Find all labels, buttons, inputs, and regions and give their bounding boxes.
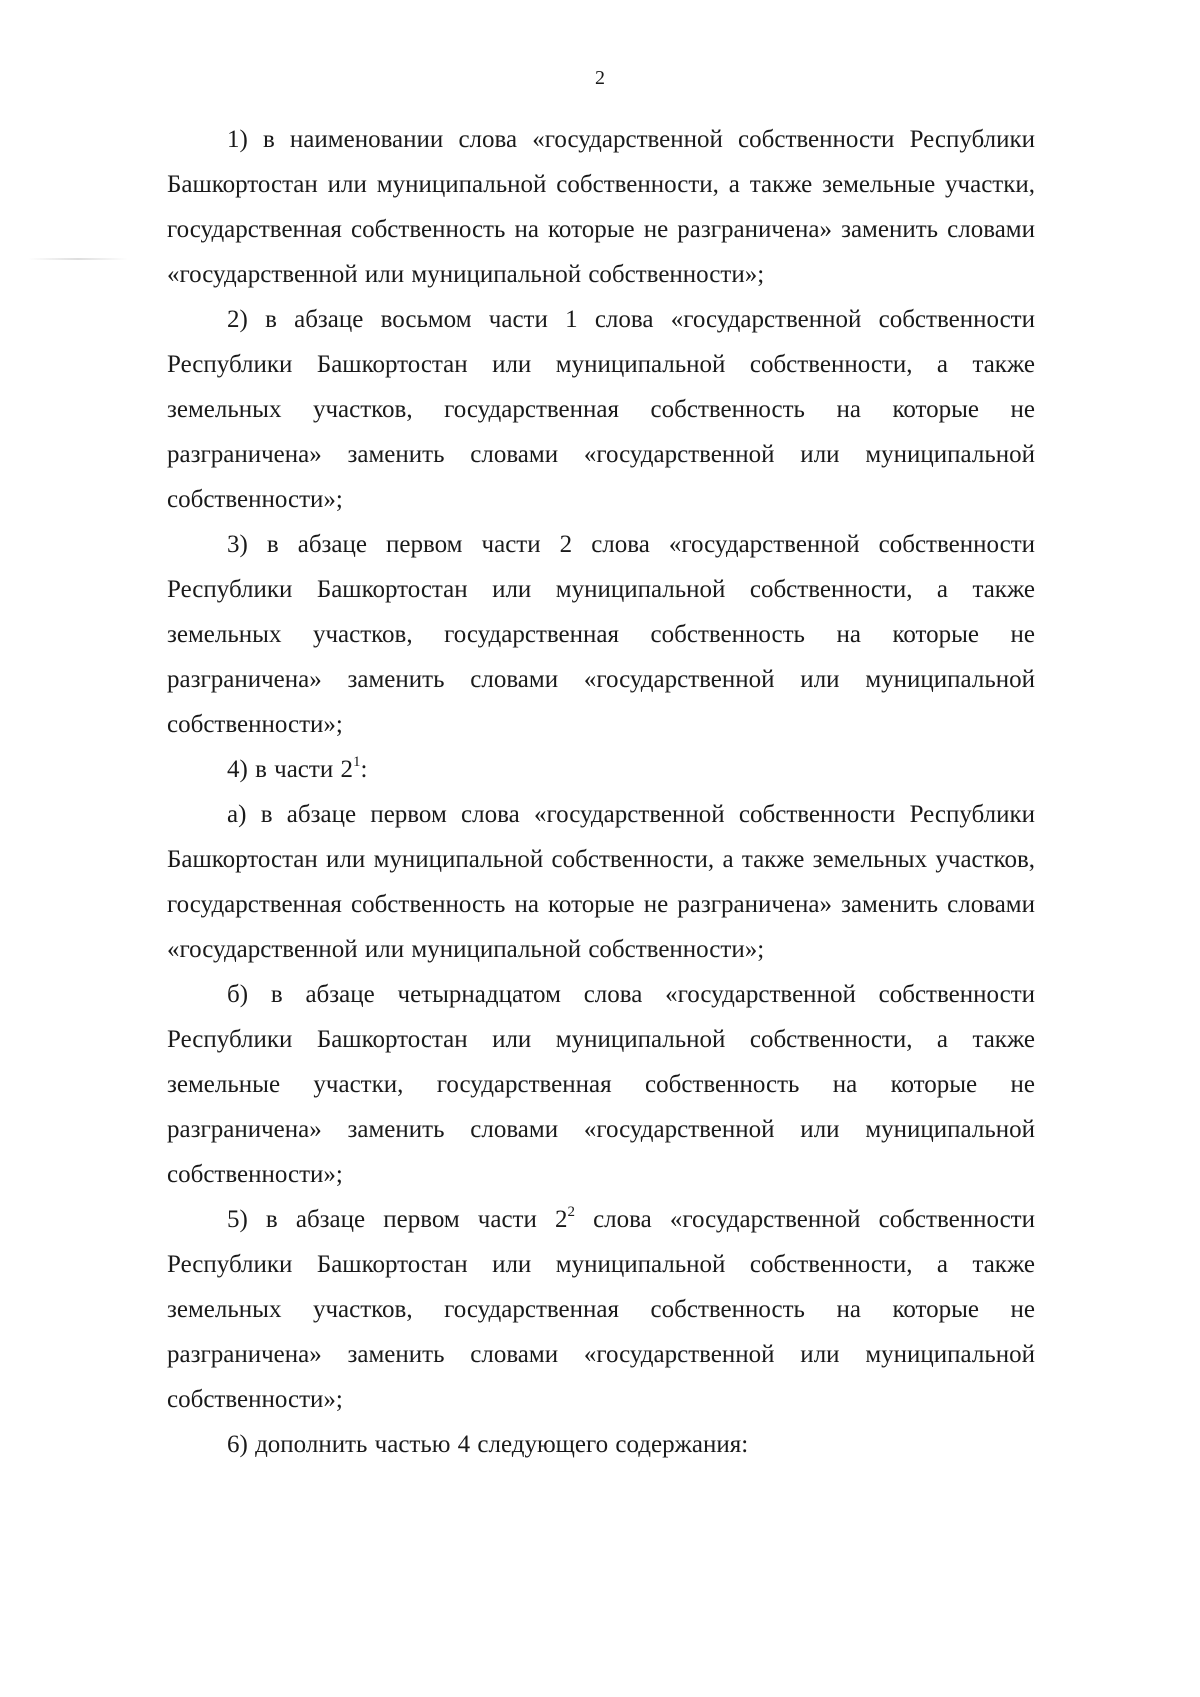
paragraph-item-4-suffix: : bbox=[360, 756, 368, 783]
paragraph-item-2: 2) в абзаце восьмом части 1 слова «государственной собственности Республики Башкортостан или муниципальной собственности, а также земельных участков, государственная собственность на которые не разграничена» заменить словами «государственной или муниципальной собственности»; bbox=[167, 306, 1035, 513]
paragraph-item-5 bbox=[167, 1197, 1035, 1422]
paragraph-item-4-text: 4) в части 2 bbox=[227, 756, 353, 783]
paragraph-subitem-a: а) в абзаце первом слова «государственной собственности Республики Башкортостан или муниципальной собственности, а также земельных участков, государственная собственность на которые не разграничена» заменить словами «государственной или муниципальной собственности»; bbox=[167, 801, 1035, 963]
paragraph-item-1: 1) в наименовании слова «государственной собственности Республики Башкортостан или муниципальной собственности, а также земельные участки, государственная собственность на которые не разграничена» заменить словами «государственной или муниципальной собственности»; bbox=[167, 126, 1035, 288]
superscript-index: 2 bbox=[567, 1204, 575, 1220]
superscript-index: 1 bbox=[352, 754, 361, 770]
paragraph-item-5-text: 5) в абзаце первом части 2 bbox=[227, 1206, 568, 1233]
scan-artifact bbox=[28, 258, 128, 260]
document-body bbox=[167, 117, 1035, 1467]
page-number: 2 bbox=[595, 67, 605, 89]
paragraph-subitem-b: б) в абзаце четырнадцатом слова «государственной собственности Республики Башкортостан или муниципальной собственности, а также земельные участки, государственная собственность на которые не разграничена» заменить словами «государственной или муниципальной собственности»; bbox=[167, 981, 1035, 1188]
paragraph-item-6: 6) дополнить частью 4 следующего содержания: bbox=[227, 1431, 749, 1458]
paragraph-item-5-rest: слова «государственной собственности Республики Башкортостан или муниципальной собственности, а также земельных участков, государственная собственность на которые не разграничена» заменить словами «государственной или муниципальной собственности»; bbox=[167, 1206, 1035, 1413]
paragraph-item-3: 3) в абзаце первом части 2 слова «государственной собственности Республики Башкортостан или муниципальной собственности, а также земельных участков, государственная собственность на которые не разграничена» заменить словами «государственной или муниципальной собственности»; bbox=[167, 531, 1035, 738]
paragraph-item-4 bbox=[167, 747, 1035, 792]
